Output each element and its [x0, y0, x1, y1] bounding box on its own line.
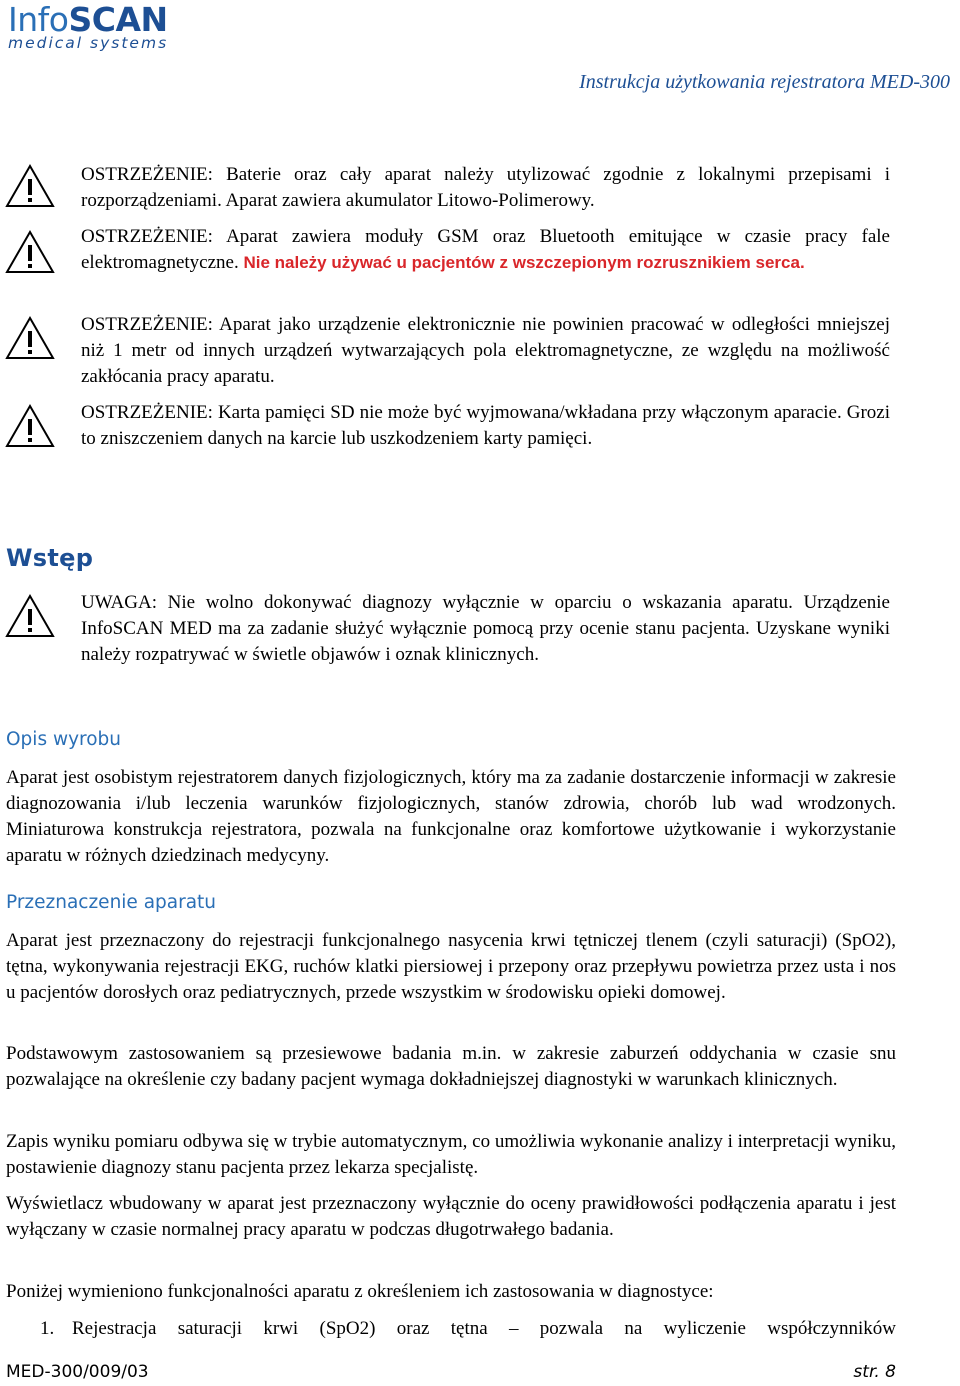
section-heading-purpose: Przeznaczenie aparatu: [6, 892, 217, 913]
purpose-paragraph: Poniżej wymieniono funkcjonalności aparatu z określeniem ich zastosowania w diagnostyce:: [6, 1281, 714, 1302]
warning-label: OSTRZEŻENIE:: [81, 314, 213, 335]
warning-label: OSTRZEŻENIE:: [81, 402, 213, 423]
warning-triangle-icon: [5, 594, 55, 638]
warning-label: OSTRZEŻENIE:: [81, 226, 213, 247]
note-text: UWAGA: Nie wolno dokonywać diagnozy wyłącznie w oparciu o wskazania aparatu. Urządzenie InfoSCAN MED ma za zadanie służyć wyłącznie pomocą przy ocenie stanu pacjenta. Uzyskane wyniki należy rozpatrywać w świetle objawów i oznak klinicznych.: [81, 592, 890, 665]
warning-triangle-icon: [5, 164, 55, 208]
company-logo: [8, 2, 208, 51]
logo-wordmark: InfoSCAN: [8, 0, 168, 39]
warning-triangle-icon: [5, 316, 55, 360]
warning-text: OSTRZEŻENIE: Karta pamięci SD nie może być wyjmowana/wkładana przy włączonym aparacie. Grozi to zniszczeniem danych na karcie lub uszkodzeniem karty pamięci.: [81, 402, 890, 449]
warning-text: OSTRZEŻENIE: Baterie oraz cały aparat należy utylizować zgodnie z lokalnymi przepisami i rozporządzeniami. Aparat zawiera akumulator Litowo-Polimerowy.: [81, 164, 890, 211]
pacemaker-warning: Nie należy używać u pacjentów z wszczepionym rozrusznikiem serca.: [243, 253, 805, 272]
purpose-paragraph: Podstawowym zastosowaniem są przesiewowe badania m.in. w zakresie zaburzeń oddychania w czasie snu pozwalające na określenie czy badany pacjent wymaga dokładniejszej diagnostyki w warunkach klinicznych.: [6, 1043, 896, 1090]
warning-triangle-icon: [5, 230, 55, 274]
list-item-number: 1.: [40, 1318, 55, 1339]
warning-triangle-icon: [5, 404, 55, 448]
document-title: Instrukcja użytkowania rejestratora MED-300: [579, 71, 950, 93]
list-item-text: Rejestracja saturacji krwi (SpO2) oraz tętna – pozwala na wyliczenie współczynników: [72, 1318, 896, 1339]
warning-label: OSTRZEŻENIE:: [81, 164, 213, 185]
note-label: UWAGA:: [81, 592, 157, 613]
purpose-paragraph: Zapis wyniku pomiaru odbywa się w trybie automatycznym, co umożliwia wykonanie analizy i interpretacji wyniku, postawienie diagnozy stanu pacjenta przez lekarza specjalistę.: [6, 1131, 896, 1178]
list-item: [40, 1316, 896, 1342]
logo-tagline: medical systems: [8, 34, 169, 52]
footer-page-number: str. 8: [853, 1362, 896, 1382]
warning-text: OSTRZEŻENIE: Aparat jako urządzenie elektronicznie nie powinien pracować w odległości mniejszej niż 1 metr od innych urządzeń wytwarzających pola elektromagnetyczne, ze względu na możliwość zakłócania pracy aparatu.: [81, 314, 890, 387]
description-paragraph: Aparat jest osobistym rejestratorem danych fizjologicznych, który ma za zadanie dostarczenie informacji w zakresie diagnozowania i/lub leczenia warunków fizjologicznych, stanów zdrowia, chorób lub wad wrodzonych. Miniaturowa konstrukcja rejestratora, pozwala na funkcjonalne oraz komfortowe użytkowanie i wykorzystanie aparatu w różnych dziedzinach medycyny.: [6, 767, 896, 866]
purpose-paragraph: Aparat jest przeznaczony do rejestracji funkcjonalnego nasycenia krwi tętniczej tlenem (czyli saturacji) (SpO2), tętna, wykonywania rejestracji EKG, ruchów klatki piersiowej i przepony oraz przepływu powietrza przez usta i nos u pacjentów dorosłych oraz pediatrycznych, przede wszystkim w środowisku opieki domowej.: [6, 930, 896, 1003]
section-heading-description: Opis wyrobu: [6, 729, 122, 750]
warning-text: OSTRZEŻENIE: Aparat zawiera moduły GSM oraz Bluetooth emitujące w czasie pracy fale elektromagnetyczne. Nie należy używać u pacjentów z wszczepionym rozrusznikiem serca.: [81, 226, 890, 273]
purpose-paragraph: Wyświetlacz wbudowany w aparat jest przeznaczony wyłącznie do oceny prawidłowości podłączenia aparatu i jest wyłączany w czasie normalnej pracy aparatu w podczas długotrwałego badania.: [6, 1193, 896, 1240]
footer-doc-code: MED-300/009/03: [6, 1362, 149, 1382]
section-heading-intro: Wstęp: [6, 544, 94, 572]
